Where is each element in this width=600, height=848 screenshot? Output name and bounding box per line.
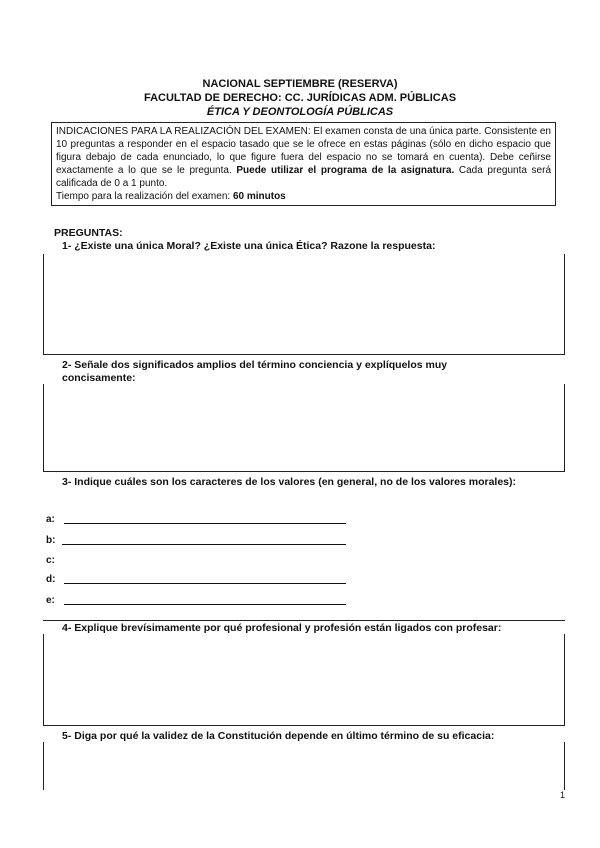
answer-box-4[interactable] [43, 634, 565, 726]
answer-box-5[interactable] [43, 742, 565, 790]
answer-box-1[interactable] [43, 254, 565, 355]
answer-box-2[interactable] [43, 384, 565, 472]
answer-line-e[interactable] [64, 604, 346, 605]
question-4: 4- Explique brevísimamente por qué profesional y profesión están ligados con profesar: [62, 622, 502, 634]
time-value: 60 minutos [232, 191, 286, 202]
subject-title: ÉTICA Y DEONTOLOGÍA PÚBLICAS [206, 106, 394, 118]
instructions-text: INDICACIONES PARA LA REALIZACIÓN DEL EXAMEN: El examen consta de una única parte. Consistente en 10 preguntas a responder en el espacio tasado que se le ofrece en estas páginas (sólo en dicho espacio que figura debajo de cada enunciado, lo que figure fuera del espacio no se tomará en cuenta). Debe ceñirse exactamente a lo que se le pregunta. [56, 126, 551, 176]
question-3: 3- Indique cuáles son los caracteres de los valores (en general, no de los valores morales): [62, 476, 517, 488]
question-2: 2- Señale dos significados amplios del término conciencia y explíquelos muy concisamente: [62, 359, 448, 384]
answer-label-d: d: [46, 574, 56, 585]
answer-label-a: a: [46, 514, 55, 525]
instructions-box [51, 122, 556, 206]
page-number: 1 [560, 790, 566, 800]
questions-heading: PREGUNTAS: [54, 227, 123, 239]
exam-title: NACIONAL SEPTIEMBRE (RESERVA) [202, 78, 398, 90]
instructions-scoring: Cada pregunta será calificada de 0 a 1 punto. [56, 165, 552, 189]
question-1: 1- ¿Existe una única Moral? ¿Existe una única Ética? Razone la respuesta: [62, 240, 436, 252]
faculty-title: FACULTAD DE DERECHO: CC. JURÍDICAS ADM. PÚBLICAS [143, 92, 457, 104]
answer-label-e: e: [46, 595, 55, 606]
answer-label-c: c: [46, 555, 55, 566]
answer-line-a[interactable] [64, 523, 346, 524]
answer-label-b: b: [46, 535, 56, 546]
divider-q4 [43, 620, 565, 621]
instructions-bold: Puede utilizar el programa de la asignatura. [236, 165, 455, 176]
answer-line-b[interactable] [62, 544, 346, 545]
question-5: 5- Diga por qué la validez de la Constitución depende en último término de su eficacia: [62, 730, 495, 742]
answer-line-d[interactable] [64, 583, 346, 584]
time-label: Tiempo para la realización del examen: [56, 191, 231, 202]
